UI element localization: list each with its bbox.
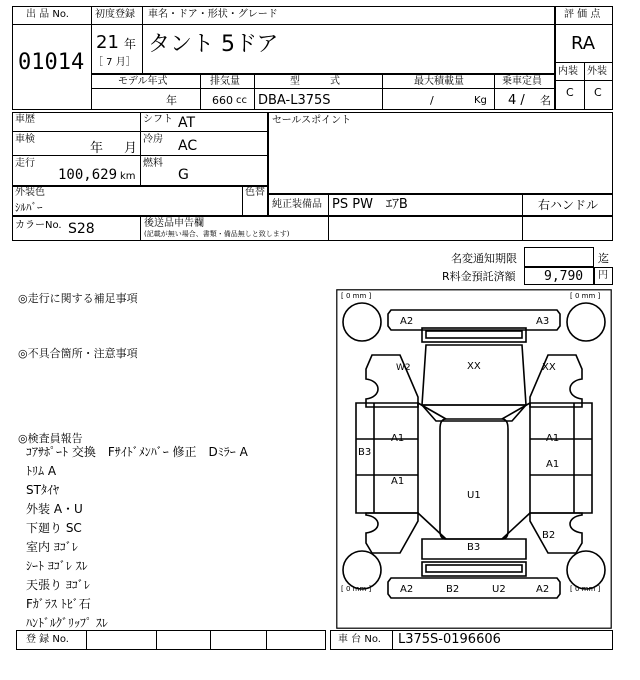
recycle-label: R料金預託済額: [442, 270, 516, 283]
mark-front-bumper-right: A3: [536, 316, 550, 327]
mileage-label: 走行: [15, 158, 35, 169]
rear-panel: [422, 562, 526, 576]
interior-grade: C: [566, 86, 574, 99]
ac-label: 冷房: [143, 134, 163, 145]
history-label: 車歴: [15, 114, 35, 125]
inspector-line: 下廻り SC: [26, 521, 82, 535]
front-bumper: [388, 310, 560, 330]
post-delivery-label: 後送品申告欄: [144, 218, 204, 229]
mileage-value: 100,629: [58, 167, 118, 183]
exterior-color-value: ｼﾙﾊﾞｰ: [15, 201, 43, 214]
lot-number: 01014: [18, 50, 85, 75]
max-load-value: /: [430, 94, 434, 107]
hood: [422, 345, 526, 405]
inspector-line: ｺｱｻﾎﾟｰﾄ 交換 Fｻｲﾄﾞﾒﾝﾊﾞｰ 修正 Dﾐﾗｰ A: [26, 445, 248, 459]
mark-right-rear-door: A1: [546, 459, 560, 470]
max-load-unit: Kg: [474, 95, 487, 106]
inspector-line: ｼｰﾄ ﾖｺﾞﾚ ｽﾚ: [26, 559, 88, 573]
ac-value: AC: [178, 138, 198, 154]
name-change-label: 名変通知期限: [451, 252, 517, 265]
first-registration-year-unit: 年: [124, 37, 137, 51]
capacity-value: 4 /: [508, 93, 525, 108]
defects-label: ◎不具合箇所・注意事項: [18, 347, 138, 360]
lot-number-label: 出 品 No.: [26, 9, 69, 20]
vehicle-damage-diagram: [336, 289, 612, 629]
displacement-value: 660: [212, 94, 233, 107]
exterior-color-label: 外装色: [15, 187, 45, 198]
shift-label: シフト: [143, 114, 173, 125]
color-change-label: 色替: [245, 187, 265, 198]
model-year-unit: 年: [166, 94, 177, 107]
inspector-line: 天張り ﾖｺﾞﾚ: [26, 578, 90, 592]
mark-right-front-door: A1: [546, 433, 560, 444]
model-year-label: モデル年式: [118, 76, 168, 87]
fuel-value: G: [178, 167, 189, 183]
post-delivery-note: (記載が無い場合、書類・備品無しと致します): [144, 230, 290, 238]
mark-rear-hatch: B3: [467, 542, 481, 553]
displacement-unit: cc: [236, 95, 247, 106]
exterior-color-box: [12, 186, 268, 216]
mark-rear-bumper-u: U2: [492, 584, 506, 595]
mark-left-front-door: A1: [391, 433, 405, 444]
chassis-number-label: 車 台 No.: [338, 634, 381, 645]
type-label: 型 式: [290, 76, 340, 87]
inspection-label: 車検: [15, 134, 35, 145]
name-change-unit: 迄: [598, 252, 609, 265]
mark-front-bumper: A2: [400, 316, 414, 327]
registration-number-label: 登 録 No.: [26, 634, 69, 645]
steering-value: 右ハンドル: [538, 198, 599, 212]
displacement-label: 排気量: [210, 76, 240, 87]
mark-hood: XX: [467, 361, 481, 372]
max-load-label: 最大積載量: [414, 76, 464, 87]
equipment-value: PS PW ｴｱB: [332, 197, 408, 212]
mark-roof: U1: [467, 490, 481, 501]
tire-depth-front-left: [ 0 mm ]: [341, 292, 372, 300]
mark-rear-bumper-center: B2: [446, 584, 460, 595]
left-side: [356, 403, 418, 513]
tire-depth-rear-left: [ 0 mm ]: [341, 585, 372, 593]
color-number-label: カラーNo.: [15, 220, 62, 231]
first-registration-month: ［ 7 月］: [93, 57, 136, 68]
inspector-line: ﾊﾝﾄﾞﾙｸﾞﾘｯﾌﾟ ｽﾚ: [26, 616, 108, 630]
mark-left-front-fender: W2: [396, 363, 411, 373]
rear-bumper: [388, 578, 560, 598]
vehicle-name-label: 車名・ドア・形状・グレード: [148, 9, 278, 20]
mark-left-side-sill: B3: [358, 447, 372, 458]
first-registration-year: 21: [96, 32, 119, 53]
name-change-field: [524, 247, 594, 267]
mark-right-rear-fender: B2: [542, 530, 556, 541]
inspector-line: 外装 A・U: [26, 502, 83, 516]
interior-label: 内装: [558, 66, 578, 77]
shift-value: AT: [178, 115, 196, 131]
driving-notes-label: ◎走行に関する補足事項: [18, 292, 138, 305]
equipment-label: 純正装備品: [272, 199, 322, 210]
tire-rear-right: [567, 551, 605, 589]
color-number-value: S28: [68, 221, 95, 237]
type-value: DBA-L375S: [258, 93, 331, 108]
vehicle-name: タント 5ドア: [148, 32, 279, 57]
recycle-unit: 円: [598, 270, 608, 281]
first-registration-label: 初度登録: [95, 9, 135, 20]
tire-front-right: [567, 303, 605, 341]
tire-depth-front-right: [ 0 mm ]: [570, 292, 601, 300]
capacity-unit: 名: [540, 94, 551, 107]
chassis-number-value: L375S-0196606: [398, 632, 501, 647]
score-label: 評 価 点: [564, 9, 601, 20]
fuel-label: 燃料: [143, 158, 163, 169]
tire-depth-rear-right: [ 0 mm ]: [570, 585, 601, 593]
score-value: RA: [571, 33, 596, 54]
exterior-label: 外装: [587, 66, 607, 77]
inspection-year: 年: [90, 141, 104, 156]
inspector-line: Fｶﾞﾗｽ ﾄﾋﾞ石: [26, 597, 91, 611]
right-rear-fender: [530, 513, 582, 553]
sales-points-label: セールスポイント: [272, 115, 352, 126]
tire-rear-left: [343, 551, 381, 589]
inspector-line: STﾀｲﾔ: [26, 483, 59, 497]
right-front-fender: [530, 355, 582, 407]
mark-left-rear-door: A1: [391, 476, 405, 487]
exterior-grade: C: [594, 86, 602, 99]
inspector-report-label: ◎検査員報告: [18, 432, 83, 445]
mark-right-front-fender: XX: [542, 362, 556, 373]
capacity-label: 乗車定員: [502, 76, 542, 87]
mileage-unit: km: [120, 171, 136, 182]
tire-front-left: [343, 303, 381, 341]
inspector-line: 室内 ﾖｺﾞﾚ: [26, 540, 78, 554]
right-side: [530, 403, 592, 513]
inspection-month: 月: [124, 141, 138, 156]
mark-rear-bumper-right: A2: [536, 584, 550, 595]
inspector-line: ﾄﾘﾑ A: [26, 464, 57, 478]
recycle-value: 9,790: [544, 269, 584, 284]
mark-rear-bumper-left: A2: [400, 584, 414, 595]
roof: [440, 419, 508, 539]
left-rear-fender: [366, 513, 418, 553]
